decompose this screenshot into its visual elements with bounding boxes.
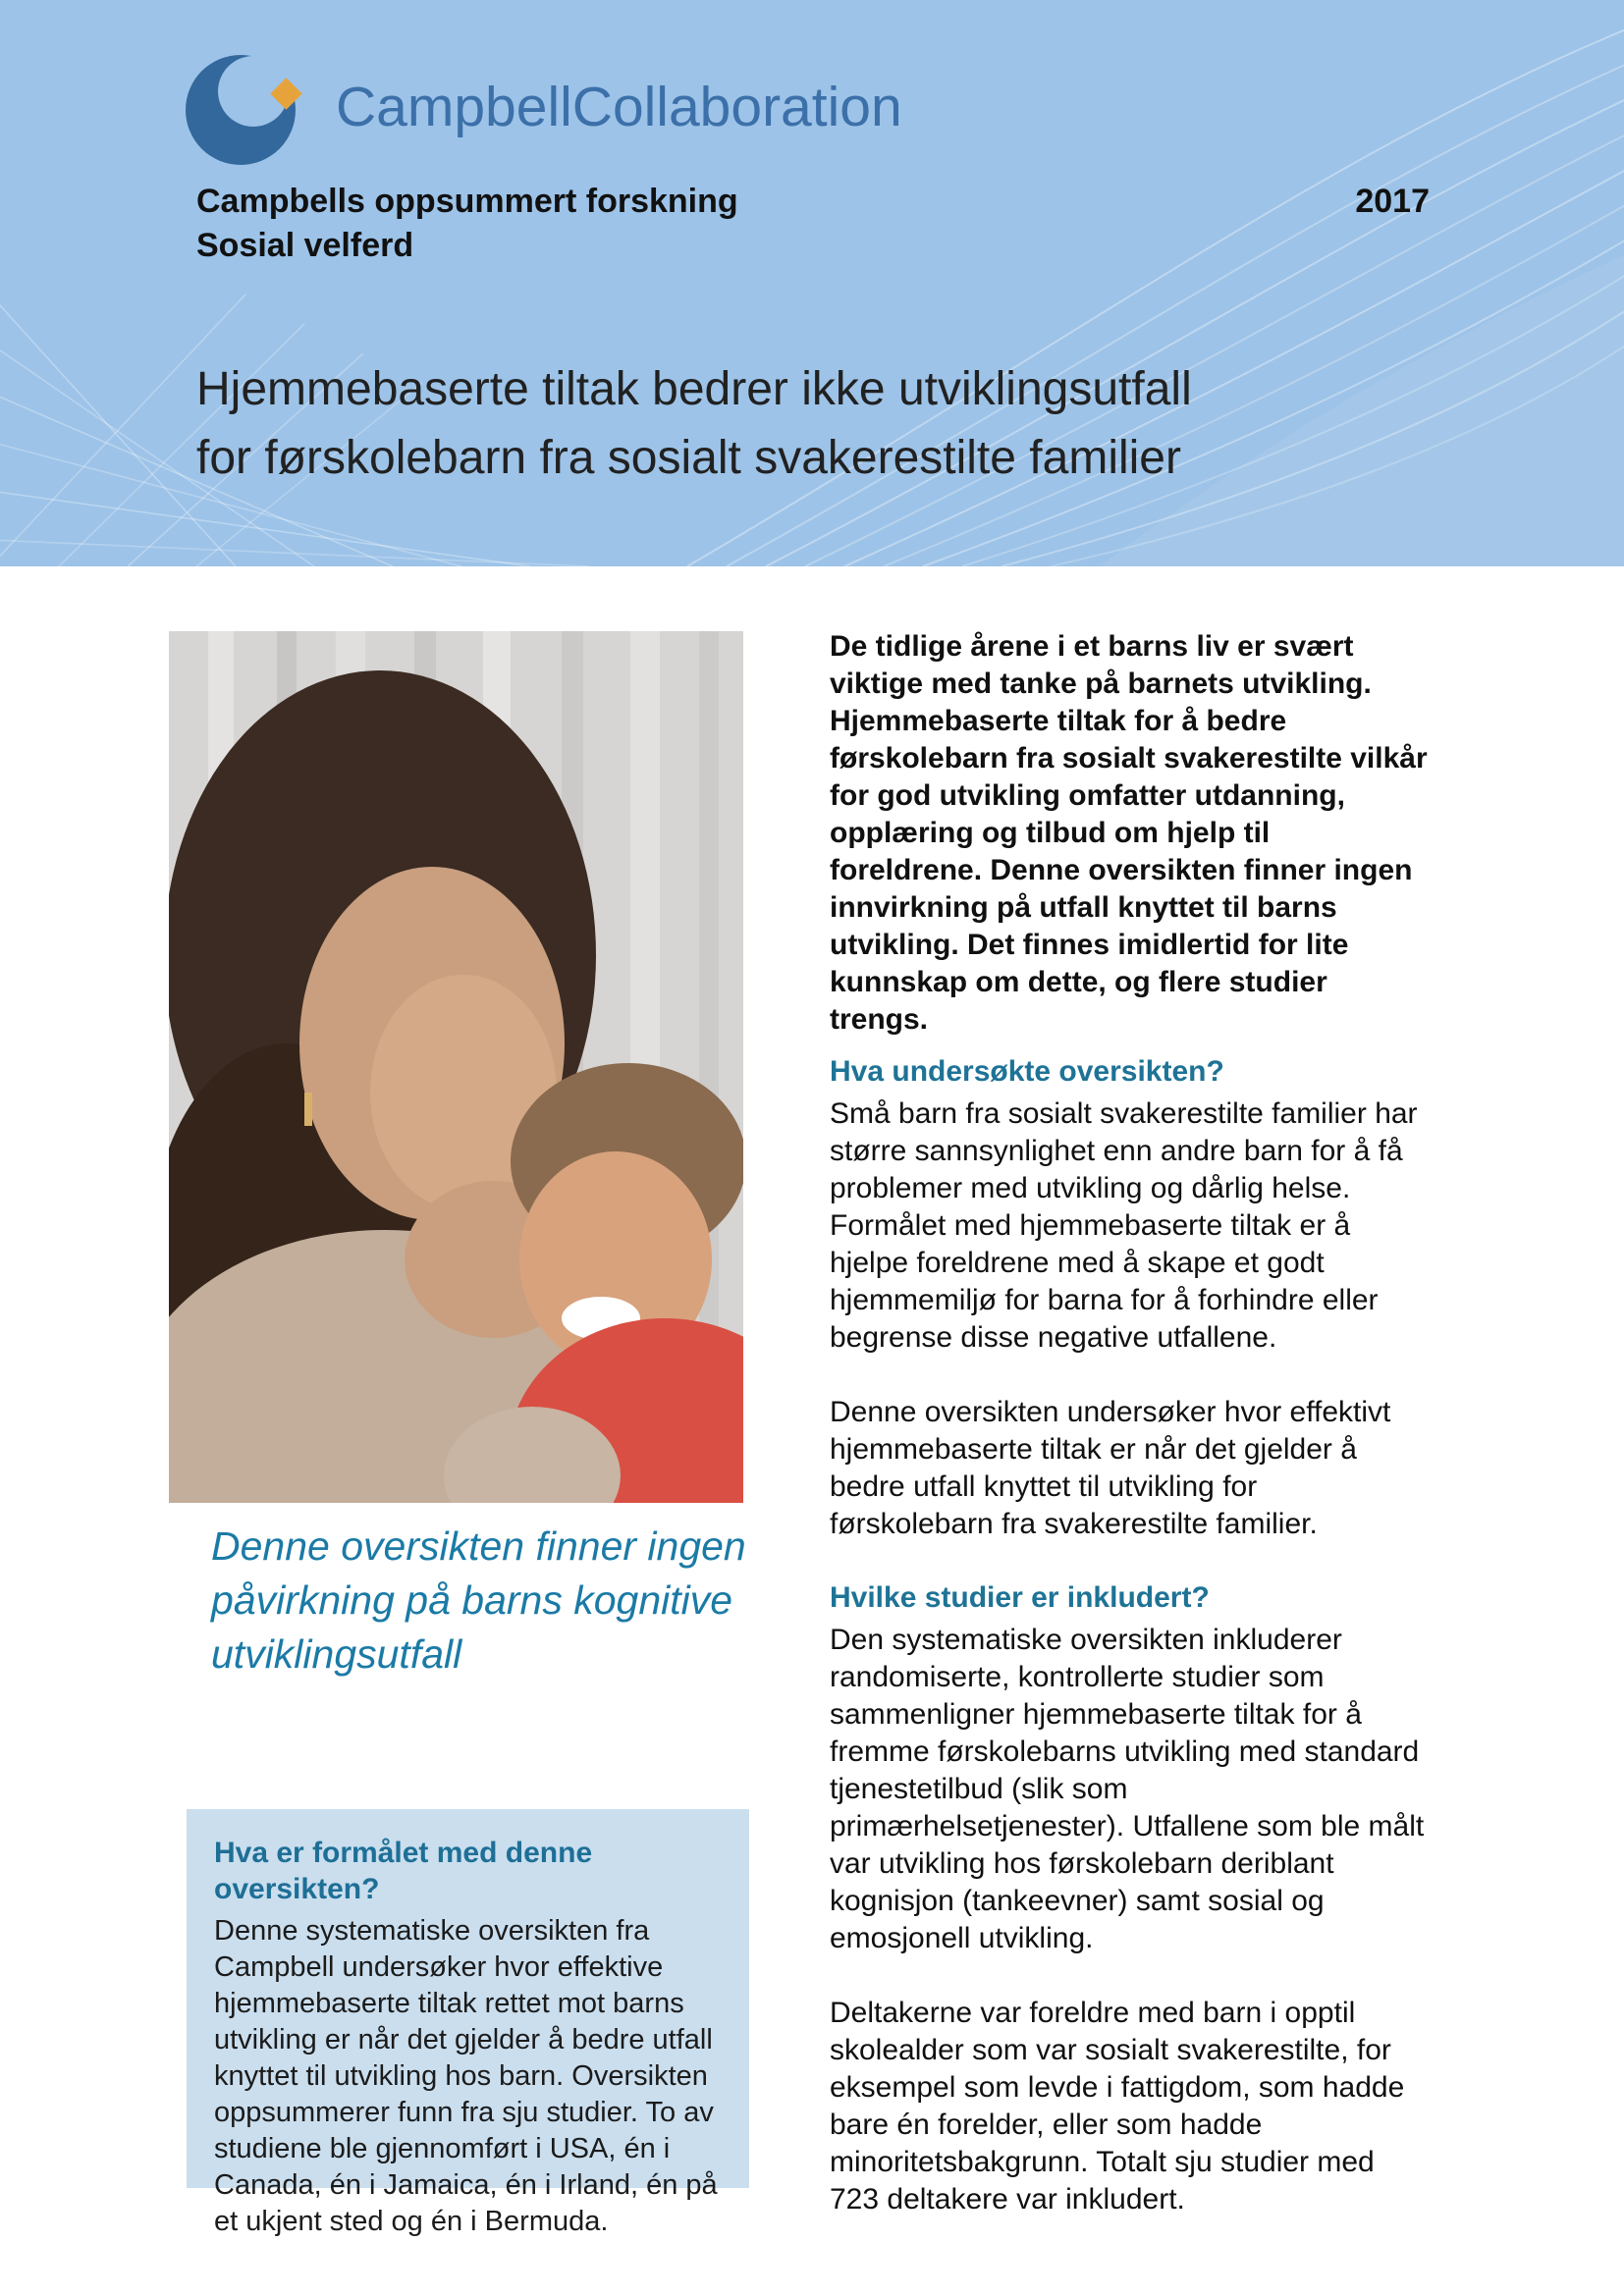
lead-paragraph: De tidlige årene i et barns liv er svært viktige med tanke på barnets utvikling. Hjemmebaserte tiltak for å bedre førskolebarn fra sosialt svakerestilte vilkår for god utvikling omfatter utdanning, opplæring og tilbud om hjelp til foreldrene. Denne oversikten finner ingen innvirkning på utfall knyttet til barns utvikling. Det finnes imidlertid for lite kunnskap om dette, og flere studier trengs. [830,630,1428,1036]
purpose-box-text: Denne systematiske oversikten fra Campbell undersøker hvor effektive hjemmebaserte tiltak rettet mot barns utvikling er når det gjelder å bedre utfall knyttet til utvikling hos barn. Oversikten oppsummerer funn fra sju studier. To av studiene ble gjennomført i USA, én i Canada, én i Jamaica, én i Irland, én på et ukjent sted og én i Bermuda. [214,1915,718,2237]
paragraph: Deltakerne var foreldre med barn i opptil skolealder som var sosialt svakerestilte, for eksempel som levde i fattigdom, som hadde bare én forelder, eller som hadde minoritetsbakgrunn. Totalt sju studier med 723 deltakere var inkludert. [830,1997,1405,2216]
campbell-logo-icon [185,45,308,169]
purpose-box-heading: Hva er formålet med denne oversikten? [214,1837,593,1905]
section-heading-what-examined: Hva undersøkte oversikten? [830,1055,1224,1088]
section-heading-studies-included: Hvilke studier er inkludert? [830,1581,1210,1614]
pull-quote: Denne oversikten finner ingen påvirkning på barns kognitive utviklingsutfall [211,1523,746,1677]
paragraph: Denne oversikten undersøker hvor effektivt hjemmebaserte tiltak er når det gjelder å bedre utfall knyttet til utvikling for førskolebarn fra svakerestilte familier. [830,1396,1391,1540]
kicker-lines [196,180,738,268]
main-text-column [830,628,1429,2256]
header-banner [0,0,1624,566]
paragraph: Små barn fra sosialt svakerestilte familier har større sannsynlighet enn andre barn for å få problemer med utvikling og dårlig helse. Formålet med hjemmebaserte tiltak er å hjelpe foreldrene med å skape et godt hjemmemiljø for barna for å forhindre eller begrense disse negative utfallene. [830,1097,1418,1354]
mother-child-photo [169,631,743,1503]
kicker [196,180,1430,268]
page-title [196,355,1192,493]
title-line2: for førskolebarn fra sosialt svakerestilte familier [196,432,1181,484]
kicker-line2: Sosial velferd [196,227,414,264]
title-line1: Hjemmebaserte tiltak bedrer ikke utviklingsutfall [196,363,1192,415]
purpose-box [187,1809,749,2237]
brand [185,44,902,170]
brand-name: CampbellCollaboration [336,76,902,138]
kicker-line1: Campbells oppsummert forskning [196,183,738,220]
paragraph: Den systematiske oversikten inkluderer randomiserte, kontrollerte studier som sammenligner hjemmebaserte tiltak for å fremme førskolebarns utvikling med standard tjenestetilbud (slik som primærhelsetjenester). Utfallene som ble målt var utvikling hos førskolebarn deriblant kognisjon (tankeevner) samt sosial og emosjonell utvikling. [830,1624,1425,1954]
year-label: 2017 [1355,183,1430,220]
photo-illustration [169,631,743,1503]
